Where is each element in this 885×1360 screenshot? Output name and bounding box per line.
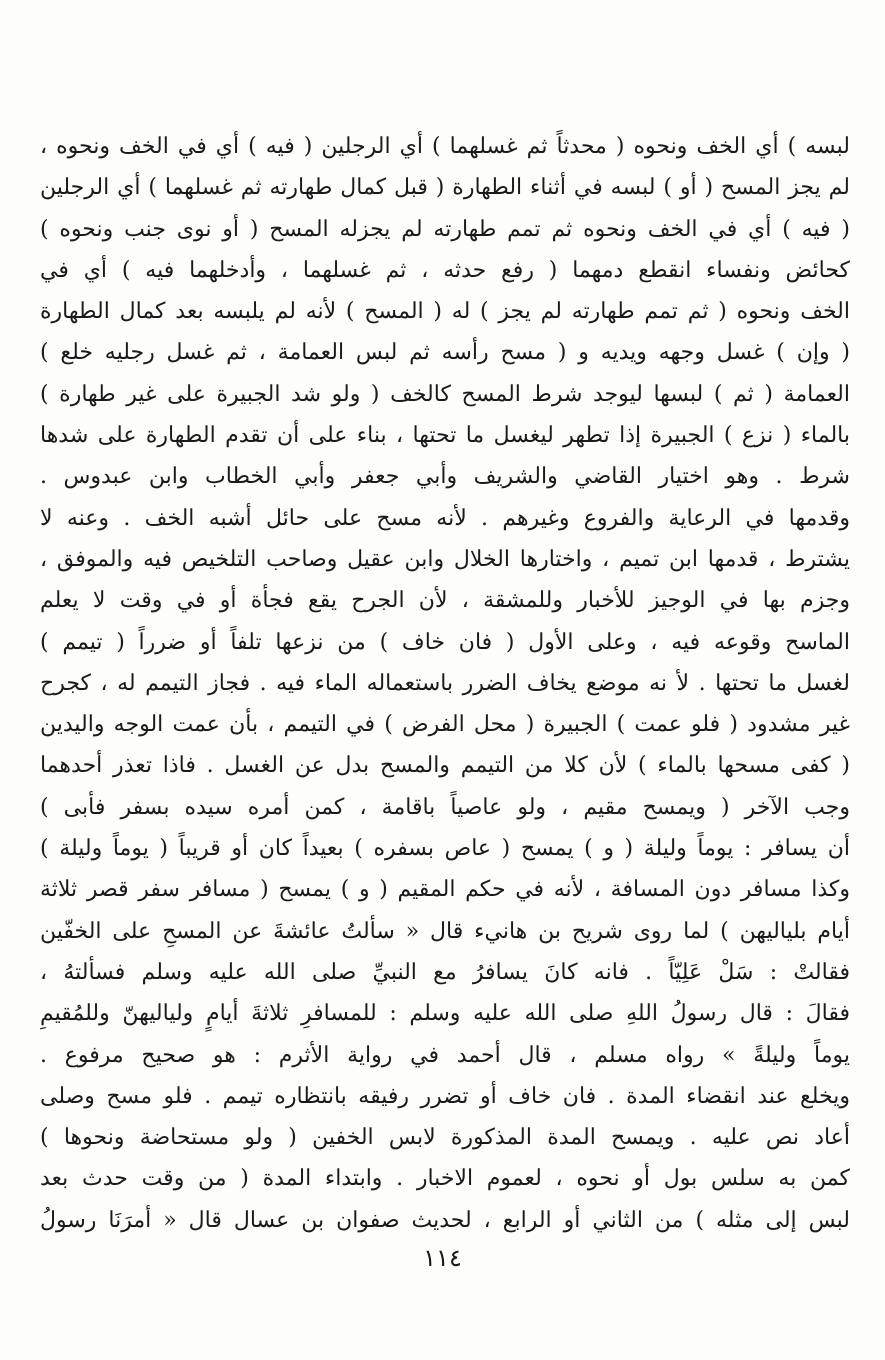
text-line: ( فيه ) أي في الخف ونحوه ثم تمم طهارته لم يجزله المسح ( أو نوى جنب ونحوه ) <box>40 216 850 242</box>
text-line: لم يجز المسح ( أو ) لبسه في أثناء الطهارة ( قبل كمال طهارته ثم غسلهما ) أي الرجلين <box>40 175 850 201</box>
text-line: أيام بلياليهن ) لما روى شريح بن هانيء قال « سألتُ عائشةَ عن المسحِ على الخفّين <box>40 918 850 944</box>
text-line: فقالتْ : سَلْ عَلِيّاً . فانه كانَ يسافرُ مع النبيِّ صلى الله عليه وسلم فسألتهُ ، <box>40 959 850 985</box>
text-line: لبسه ) أي الخف ونحوه ( محدثاً ثم غسلهما ) أي الرجلين ( فيه ) أي في الخف ونحوه ، <box>40 134 850 159</box>
text-line: أن يسافر : يوماً وليلة ( و ) يمسح ( عاص بسفره ) بعيداً كان أو قريباً ( يوماً وليلة ) <box>40 836 850 862</box>
text-line: العمامة ( ثم ) لبسها ليوجد شرط المسح كالخف ( ولو شد الجبيرة على غير طهارة ) <box>40 381 850 407</box>
page-number: ١١٤ <box>423 1244 462 1272</box>
text-line: ويخلع عند انقضاء المدة . فان خاف أو تضرر رفيقه بانتظاره تيمم . فلو مسح وصلى <box>40 1083 850 1109</box>
text-line: وجزم بها في الوجيز للأخبار وللمشقة ، لأن الجرح يقع فجأة أو في وقت لا يعلم <box>40 588 850 614</box>
text-line: الخف ونحوه ( ثم تمم طهارته لم يجز ) له ( المسح ) لأنه لم يلبسه بعد كمال الطهارة <box>40 299 850 325</box>
text-line: ( كفى مسحها بالماء ) لأن كلا من التيمم والمسح بدل عن الغسل . فاذا تعذر أحدهما <box>40 753 850 779</box>
text-line: كمن به سلس بول أو نحوه ، لعموم الاخبار . وابتداء المدة ( من وقت حدث بعد <box>40 1166 850 1192</box>
text-line: كحائض ونفساء انقطع دمهما ( رفع حدثه ، ثم غسلهما ، وأدخلهما فيه ) أي في <box>40 257 850 283</box>
text-line: بالماء ( نزع ) الجبيرة إذا تطهر ليغسل ما تحتها ، بناء على أن تقدم الطهارة على شدها <box>40 423 850 449</box>
text-line: لبس إلى مثله ) من الثاني أو الرابع ، لحديث صفوان بن عسال قال « أمرَنَا رسولُ <box>40 1207 850 1233</box>
text-line: يشترط ، قدمها ابن تميم ، واختارها الخلال وابن عقيل وصاحب التلخيص فيه والموفق ، <box>40 546 850 572</box>
text-line: وقدمها في الرعاية والفروع وغيرهم . لأنه مسح على حائل أشبه الخف . وعنه لا <box>40 505 850 531</box>
text-line: لغسل ما تحتها . لأ نه موضع يخاف الضرر باستعماله الماء فيه . فجاز التيمم له ، كجرح <box>40 670 850 696</box>
text-line: يوماً وليلةً » رواه مسلم ، قال أحمد في رواية الأثرم : هو صحيح مرفوع . <box>40 1042 850 1068</box>
text-line: أعاد نص عليه . ويمسح المدة المذكورة لابس الخفين ( ولو مستحاضة ونحوها ) <box>40 1125 850 1151</box>
text-line: الماسح وقوعه فيه ، وعلى الأول ( فان خاف ) من نزعها تلفاً أو ضرراً ( تيمم ) <box>40 629 850 655</box>
text-line: فقالَ : قال رسولُ اللهِ صلى الله عليه وسلم : للمسافرِ ثلاثةَ أيامٍ ولياليهنّ وللمُقيمِ <box>40 1001 850 1027</box>
text-line: ( وإن ) غسل وجهه ويديه و ( مسح رأسه ثم لبس العمامة ، ثم غسل رجليه خلع ) <box>40 340 850 366</box>
text-line: غير مشدود ( فلو عمت ) الجبيرة ( محل الفرض ) في التيمم ، بأن عمت الوجه واليدين <box>40 712 850 738</box>
text-line: وكذا مسافر دون المسافة ، لأنه في حكم المقيم ( و ) يمسح ( مسافر سفر قصر ثلاثة <box>40 877 850 903</box>
body-text <box>40 126 850 1241</box>
text-line: وجب الآخر ( ويمسح مقيم ، ولو عاصياً باقامة ، كمن أمره سيده بسفر فأبى ) <box>40 794 850 820</box>
text-line: شرط . وهو اختيار القاضي والشريف وأبي جعفر وأبي الخطاب وابن عبدوس . <box>40 464 850 490</box>
